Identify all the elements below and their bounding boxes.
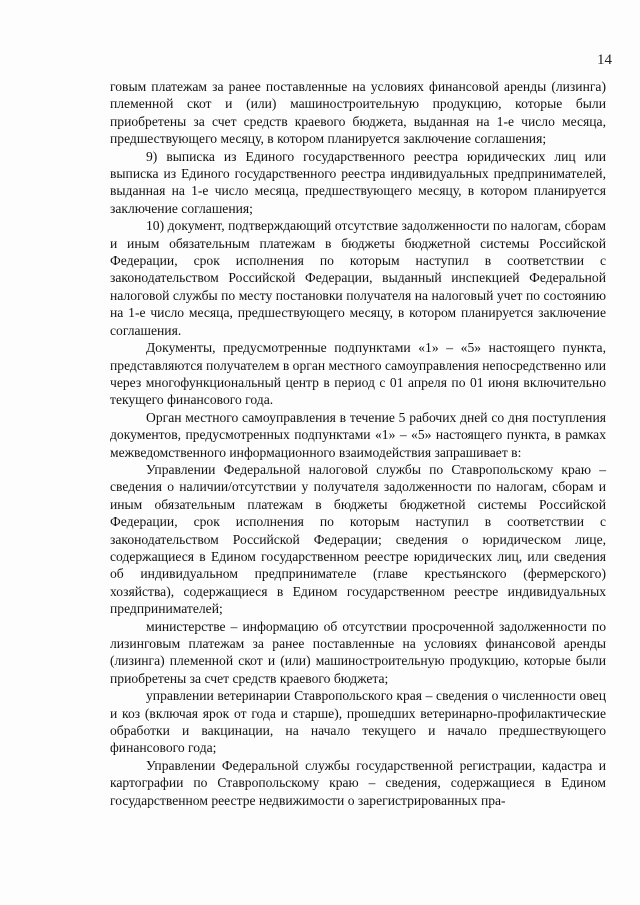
paragraph-continuation: говым платежам за ранее поставленные на условиях финансовой аренды (лизинга) племенной скот и (или) машиностроительную продукцию, которые были приобретены за счет средств краевого бюджета, выданная на 1-е число месяца, предшествующего месяцу, в котором планируется заключение соглашения; (110, 79, 606, 147)
paragraph-documents-submission: Документы, предусмотренные подпунктами «1» – «5» настоящего пункта, представляются получателем в орган местного самоуправления непосредственно или через многофункциональный центр в период с 01 апреля по 01 июня включительно текущего финансового года. (110, 340, 607, 408)
paragraph-item-9: 9) выписка из Единого государственного реестра юридических лиц или выписка из Единого государственного реестра индивидуальных предпринимателей, выданная на 1-е число месяца, предшествующего месяцу, в котором планируется заключение соглашения; (110, 148, 606, 216)
paragraph-veterinary: управлении ветеринарии Ставропольского края – сведения о численности овец и коз (включая ярок от года и старше), прошедших ветеринарно-профилактические обработки и вакцинации, на начало текущего и начало предшествующего финансового года; (110, 688, 606, 756)
paragraph-interagency-request: Орган местного самоуправления в течение 5 рабочих дней со дня поступления документов, предусмотренных подпунктами «1» – «5» настоящего пункта, в рамках межведомственного информационного взаимодействия запрашивает в: (110, 409, 606, 460)
page-body (110, 78, 606, 809)
paragraph-ministry: министерстве – информацию об отсутствии просроченной задолженности по лизинговым платежам за ранее поставленные на условиях финансовой аренды (лизинга) племенной скот и (или) машиностроительную продукцию, которые были приобретены за счет средств краевого бюджета; (110, 618, 606, 686)
paragraph-item-10: 10) документ, подтверждающий отсутствие задолженности по налогам, сборам и иным обязательным платежам в бюджеты бюджетной системы Российской Федерации, срок исполнения по которым наступил в соответствии с законодательством Российской Федерации, выданный инспекцией Федеральной налоговой службы по месту постановки получателя на налоговый учет по состоянию на 1-е число месяца, предшествующего месяцу, в котором планируется заключение соглашения. (110, 218, 606, 338)
page-number: 14 (597, 52, 612, 68)
paragraph-rosreestr: Управлении Федеральной службы государственной регистрации, кадастра и картографии по Ставропольскому краю – сведения, содержащиеся в Едином государственном реестре недвижимости о зарегистрированных пра- (110, 757, 606, 808)
paragraph-tax-service: Управлении Федеральной налоговой службы по Ставропольскому краю – сведения о наличии/отсутствии у получателя задолженности по налогам, сборам и иным обязательным платежам в бюджеты бюджетной системы Российской Федерации, срок исполнения по которым наступил в соответствии с законодательством Российской Федерации; сведения о юридическом лице, содержащиеся в Едином государственном реестре юридических лиц, или сведения об индивидуальном предпринимателе (главе крестьянского (фермерского) хозяйства), содержащиеся в Едином государственном реестре индивидуальных предпринимателей; (110, 461, 606, 617)
